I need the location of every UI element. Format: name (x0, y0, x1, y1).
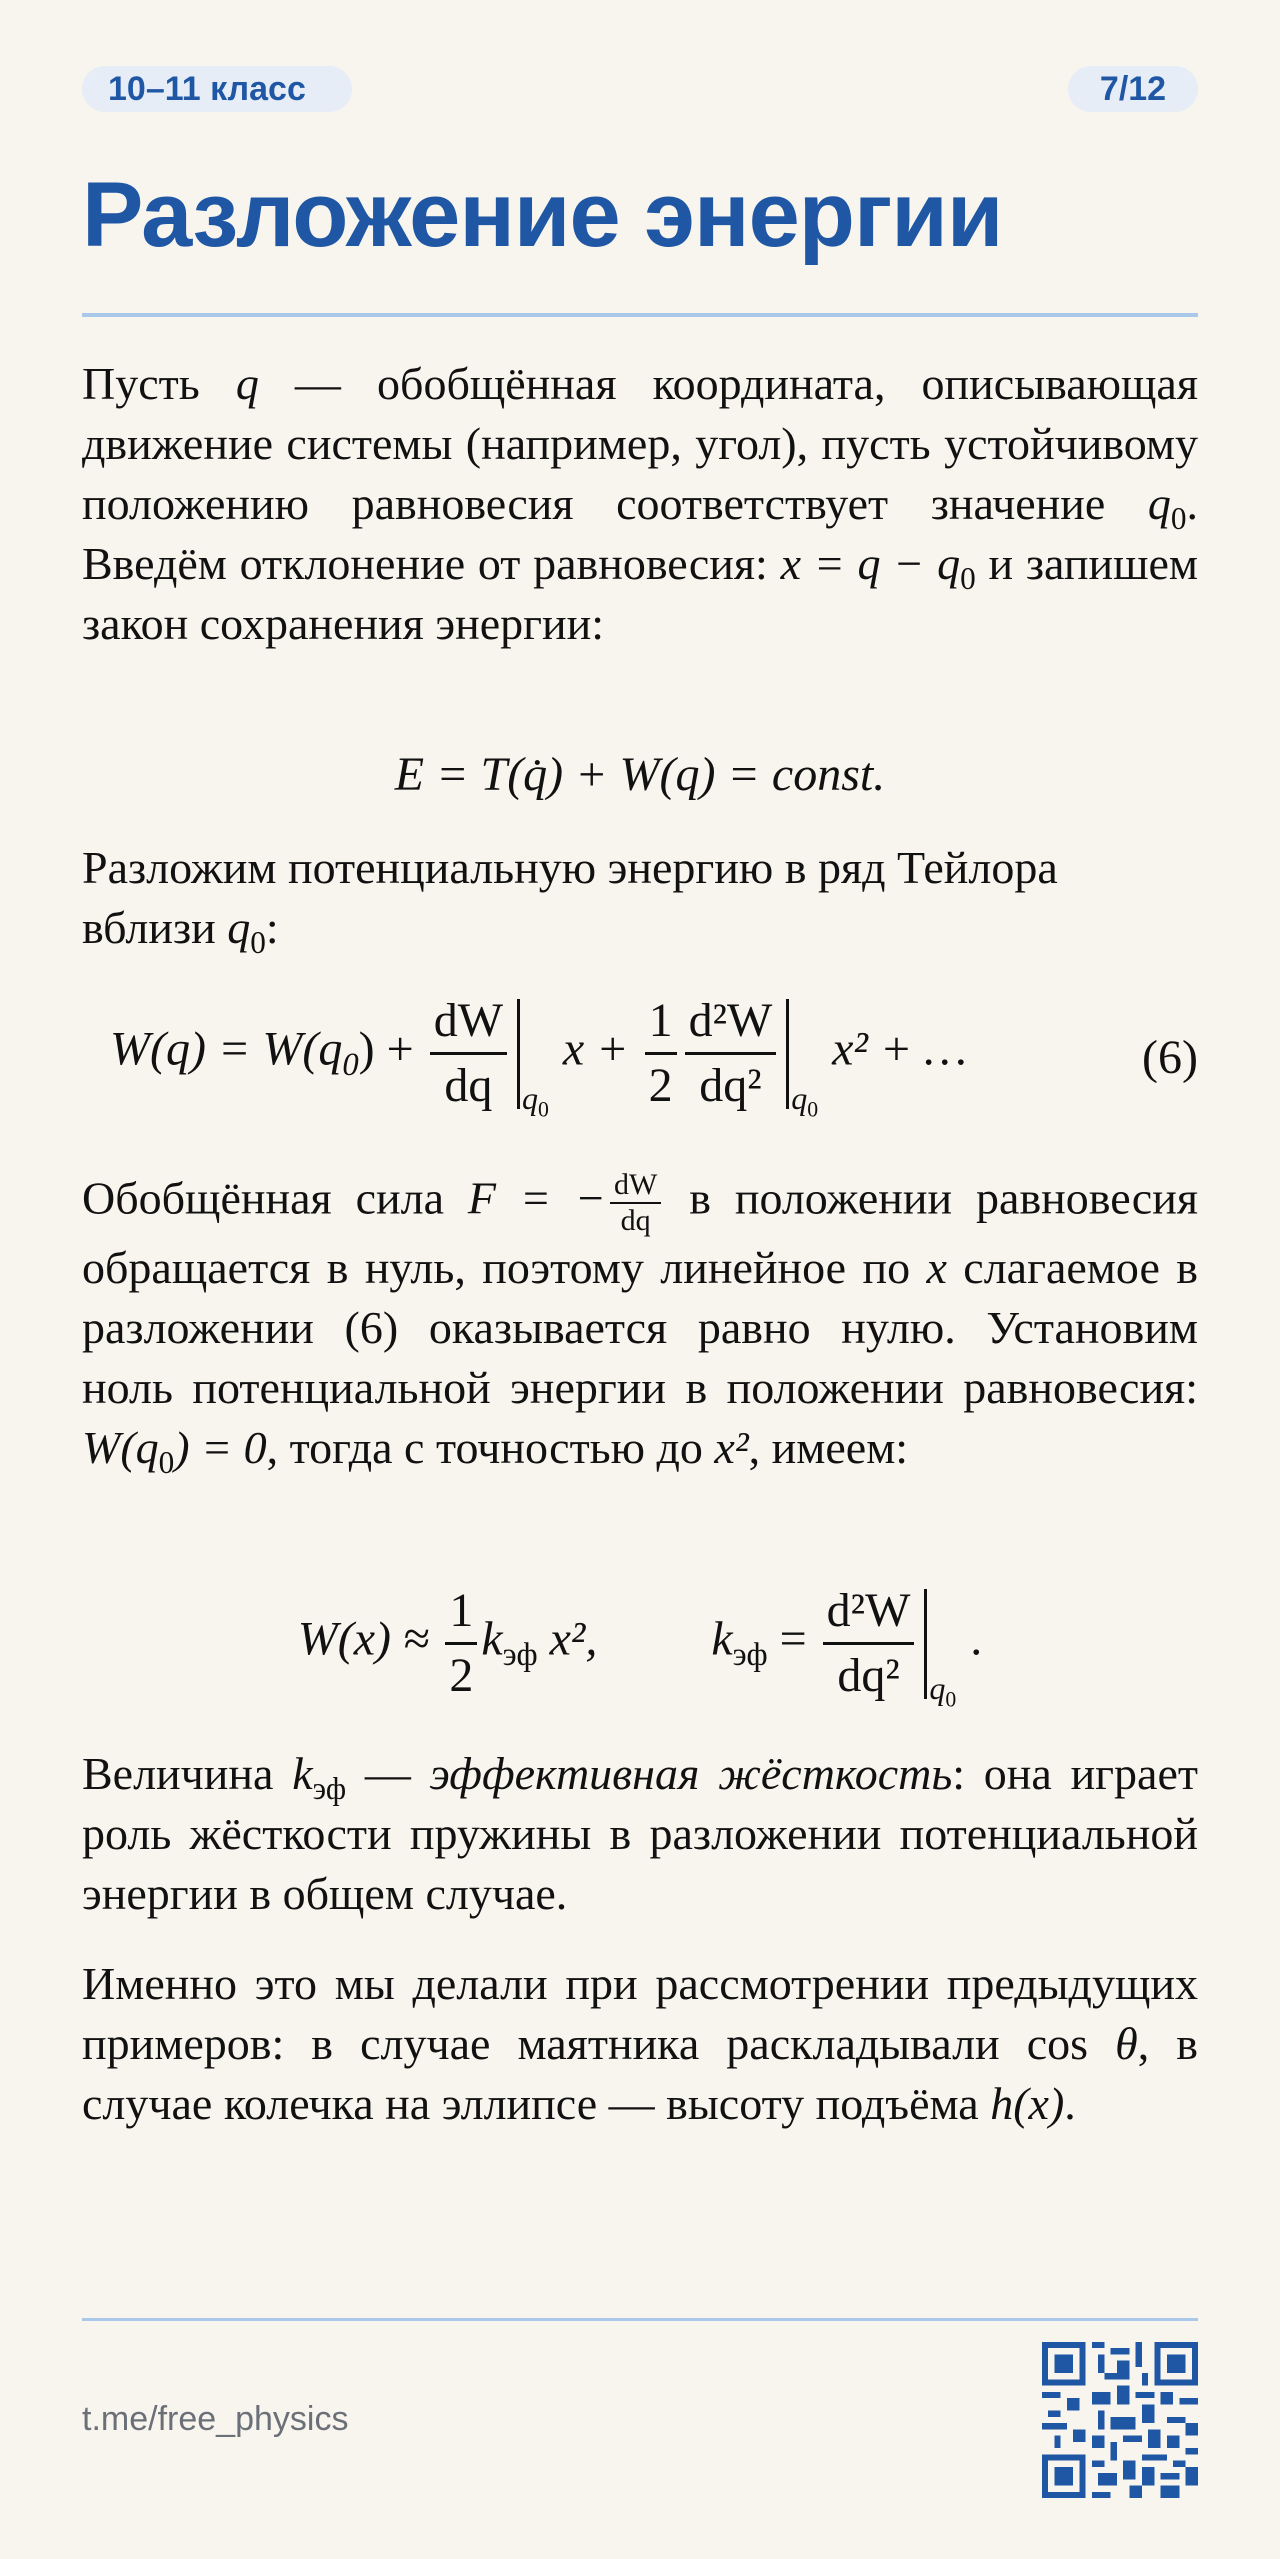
header-row (82, 66, 1198, 112)
equation-taylor-expansion: $W(q) = W(q_0)$ + $\frac{dW}{dq}$ $q_0x$ + $\frac{1}{2}$ $\frac{\text{d²W}}{\text{dq²}}$ $q_0x^2$ + … (6) (82, 990, 1198, 1140)
footer-channel-link[interactable]: t.me/free_physics (82, 2400, 349, 2438)
equation-effective-stiffness: W(x) ≈ $\frac{1}{2}$ $k_{эф}$ x², $k_{эф}$ = $\frac{\text{d²W}}{\text{dq²}}$ $q_0$. (82, 1580, 1198, 1730)
paragraph-effective-stiffness: Величина $k_{эф}$ — эффективная жёсткость: она играет роль жёсткости пружины в разложении потенциальной энергии в общем случае. (82, 1748, 1198, 1919)
title-divider (82, 313, 1198, 317)
paragraph-generalized-force: Обобщённая сила F = − $\frac{dW}{dq}$ в положении равновесия обращается в нуль, поэтому линейное по x слагаемое в разложении (6) оказывается равно нулю. Установим ноль потенциальной энергии в положении равновесия: $W(q_0) = 0$, тогда с точностью до x², имеем: (82, 1168, 1198, 1481)
equation-number: (6) (1142, 1031, 1198, 1084)
inline-deviation-formula: x = q − q (780, 538, 961, 589)
term-effective-stiffness: эффективная жёсткость (429, 1748, 953, 1799)
qr-code-icon[interactable] (1042, 2342, 1198, 2498)
paragraph-taylor-intro: Разложим потенциальную энергию в ряд Тейлора вблизи $q_0$: (82, 842, 1058, 961)
equation-energy-conservation: E = T(q̇) + W(q) = const. (394, 748, 886, 801)
paragraph-examples: Именно это мы делали при рассмотрении предыдущих примеров: в случае маятника раскладывали cos θ, в случае колечка на эллипсе — высоту подъёма h(x). (82, 1958, 1198, 2129)
grade-badge: 10–11 класс (82, 66, 352, 112)
footer-divider (82, 2318, 1198, 2321)
page-title: Разложение энергии (82, 164, 1003, 266)
paragraph-intro: Пусть q — обобщённая координата, описывающая движение системы (например, угол), пусть устойчивому положению равновесия соответствует значение $q_0$. Введём отклонение от равновесия: $x = q - q_0$ и запишем закон сохранения энергии: (82, 358, 1199, 649)
page-counter-badge: 7/12 (1068, 66, 1198, 112)
slide-page (82, 0, 1198, 2559)
